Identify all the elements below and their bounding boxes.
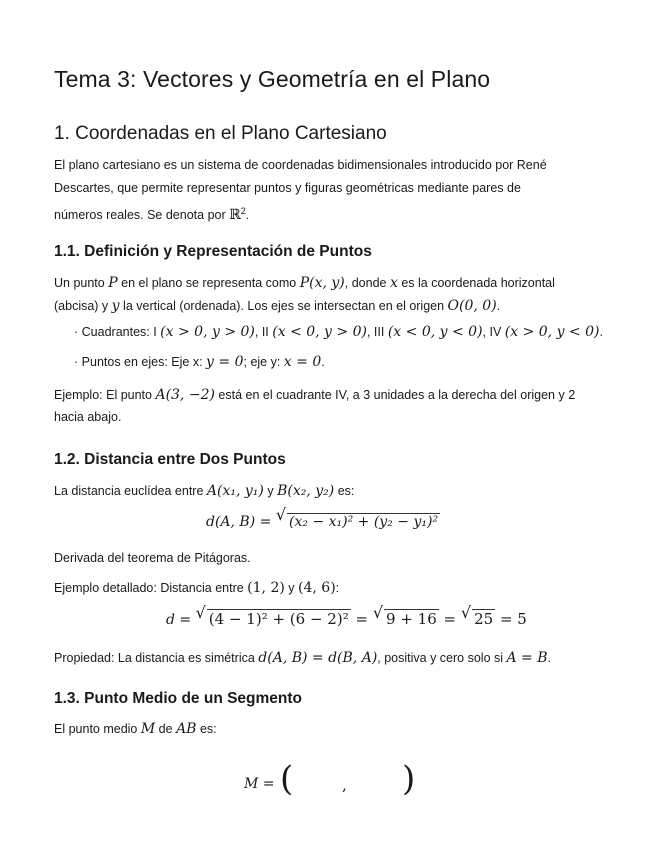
math-inline: AB (176, 721, 197, 737)
math-inline: (x < 0, y < 0) (387, 324, 483, 340)
text-run: Un punto (54, 276, 109, 290)
paragraph-line (54, 718, 217, 740)
bullet: · (74, 355, 79, 369)
math-inline: A(3, −2) (155, 387, 215, 403)
math-equals: = (438, 610, 461, 628)
text-run: es: (196, 722, 217, 736)
text-run: : (335, 581, 340, 595)
paragraph-line: El plano cartesiano es un sistema de coordenadas bidimensionales introducido por René (54, 158, 547, 172)
right-paren: ) (402, 759, 416, 799)
text-run: , II (254, 325, 273, 339)
math-inline: B(x₂, y₂) (277, 483, 335, 499)
midpoint-comma: , (342, 776, 347, 794)
math-radicand: 9 + 16 (386, 610, 437, 628)
text-run: está en el cuadrante IV, a 3 unidades a la derecha del origen y 2 (214, 388, 576, 402)
text-run: La distancia euclídea entre (54, 484, 207, 498)
text-run: ; eje y: (243, 355, 284, 369)
text-run: , positiva y cero solo si (377, 651, 507, 665)
math-inline: y (111, 298, 120, 314)
math-inline: A = B (506, 650, 548, 666)
text-run: , III (366, 325, 388, 339)
math-inline: d(A, B) = d(B, A) (258, 650, 378, 666)
math-inline: (1, 2) (247, 580, 285, 596)
math-inline: M (140, 721, 156, 737)
math-inline: x (389, 275, 398, 291)
paragraph-line: Descartes, que permite representar puntos y figuras geométricas mediante pares de (54, 181, 521, 195)
math-inline: O(0, 0) (447, 298, 497, 314)
math-lhs: M = (244, 776, 275, 792)
math-reals: ℝ (229, 207, 241, 224)
math-inline: (4, 6) (298, 580, 336, 596)
math-inline: A(x₁, y₁) (206, 483, 264, 499)
math-radicand: (x₂ − x₁)² + (y₂ − y₁)² (289, 514, 439, 530)
text-run: , IV (482, 325, 505, 339)
text-run: Puntos en ejes: Eje x: (81, 355, 207, 369)
text-run: El punto medio (54, 722, 141, 736)
math-inline: (x > 0, y < 0) (504, 324, 600, 340)
list-item-axes (74, 354, 325, 370)
paragraph-line: Derivada del teorema de Pitágoras. (54, 551, 251, 565)
text-run: . (599, 325, 603, 339)
text-run: . (547, 651, 552, 665)
left-paren: ( (280, 759, 294, 799)
paragraph-line (54, 384, 575, 406)
radical-sign: √ (275, 505, 287, 524)
paragraph-line (54, 480, 354, 502)
math-inline: y = 0 (206, 354, 244, 370)
paragraph-line (54, 577, 339, 599)
paragraph-line: hacia abajo. (54, 410, 122, 424)
math-result: = 5 (495, 610, 527, 628)
text-run: y (284, 581, 299, 595)
text-run: . (321, 355, 325, 369)
list-item-quadrants (74, 324, 603, 340)
text-run: Ejemplo: El punto (54, 388, 156, 402)
text-run: la vertical (ordenada). Los ejes se intersectan en el origen (119, 299, 448, 313)
text-run: Ejemplo detallado: Distancia entre (54, 581, 248, 595)
radical-sign: √ (195, 603, 206, 622)
midpoint-formula-lhs (244, 774, 275, 792)
section-heading-1-3: 1.3. Punto Medio de un Segmento (54, 690, 303, 707)
math-exponent: 2 (240, 206, 246, 216)
paragraph-line (54, 272, 555, 294)
radical-sign: √ (460, 603, 472, 622)
section-heading-1: 1. Coordenadas en el Plano Cartesiano (54, 123, 387, 144)
paragraph-line (54, 647, 551, 669)
math-inline: (x > 0, y > 0) (160, 324, 255, 340)
text-run: y (263, 484, 278, 498)
radical-sign: √ (372, 603, 384, 622)
text-run: . (496, 299, 501, 313)
text-run: Cuadrantes: I (81, 325, 161, 339)
text-run: Propiedad: La distancia es simétrica (54, 651, 259, 665)
text-run: es: (334, 484, 355, 498)
text-run: es la coordenada horizontal (397, 276, 555, 290)
paragraph-line (54, 295, 500, 317)
text-run: . (245, 208, 250, 223)
math-equals: = (350, 610, 373, 628)
math-lhs: d(A, B) = (206, 514, 276, 530)
bullet: · (74, 325, 79, 339)
section-heading-1-1: 1.1. Definición y Representación de Puntos (54, 243, 372, 260)
paragraph-line (54, 200, 249, 226)
math-inline: (x < 0, y > 0) (272, 324, 367, 340)
math-lhs: d = (166, 612, 196, 628)
text-run: (abcisa) y (54, 299, 112, 313)
page-title: Tema 3: Vectores y Geometría en el Plano (54, 66, 491, 92)
distance-formula (206, 505, 440, 530)
math-radicand: 25 (474, 610, 494, 628)
text-run: números reales. Se denota por (54, 208, 230, 223)
math-inline: P (108, 275, 118, 291)
text-run: en el plano se representa como (117, 276, 300, 290)
text-run: , donde (344, 276, 390, 290)
distance-example-formula (166, 603, 527, 628)
math-radicand: (4 − 1)² + (6 − 2)² (208, 610, 349, 628)
math-inline: x = 0 (283, 354, 322, 370)
section-heading-1-2: 1.2. Distancia entre Dos Puntos (54, 451, 286, 468)
math-inline: P(x, y) (299, 275, 345, 291)
text-run: de (155, 722, 177, 736)
